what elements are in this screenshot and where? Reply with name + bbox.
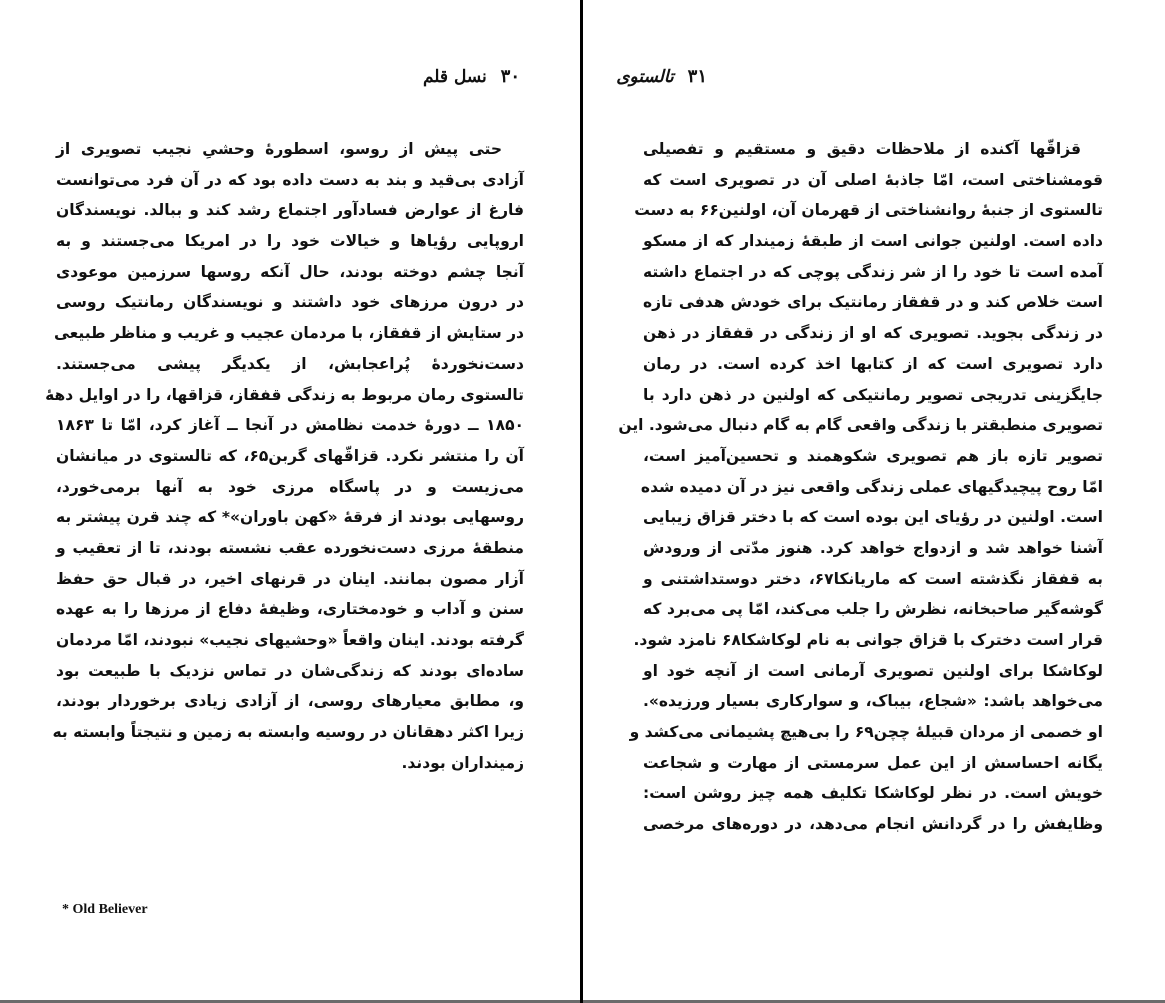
text-line: لوکاشکا برای اولنین تصویری آرمانی است از آنچه خود او: [643, 661, 1103, 680]
text-line: در ستایش از قفقاز، با مردمان عجیب و غریب و مناظر طبیعی: [53, 324, 524, 343]
text-line: و، مطابق معیارهای روسی، از آزادی زیادی برخوردار بودند،: [56, 692, 524, 711]
text-line: آن را منتشر نکرد. قزاقّهای گربن۶۵، که تالستوی در میانشان: [56, 446, 524, 465]
text-line: ساده‌ای بودند که زندگی‌شان در تماس نزدیک با طبیعت بود: [56, 661, 524, 680]
text-line: آزار مصون بمانند. اینان در قرنهای اخیر، در قبال حق حفظ: [56, 569, 524, 588]
page-body: [45, 134, 524, 778]
text-line: سنن و آداب و خودمختاری، وظیفهٔ دفاع از مرزها را به عهده: [56, 600, 524, 619]
text-line: دست‌نخورده‌ٔ پُراعجابش، از یکدیگر پیشی می‌جستند.: [56, 354, 524, 373]
text-line: گوشه‌گیر صاحبخانه، نظرش را جلب می‌کند، امّا پی می‌برد که: [643, 600, 1103, 619]
text-line: خویش است. در نظر لوکاشکا تکلیف همه چیز روشن است:: [643, 784, 1103, 803]
text-line: می‌زیست و در پاسگاه مرزی خود به آنها برمی‌خورد،: [56, 477, 524, 496]
page-header: [423, 66, 520, 87]
text-line: وظایفش را در گردانش انجام می‌دهد، در دوره‌های مرخصی: [643, 815, 1103, 834]
page-number: ۳۱: [687, 66, 707, 87]
text-line: در درون مرزهای خود داشتند و نویسندگان رمانتیک روسی: [56, 293, 524, 312]
text-line: تصویری منطبقتر با زندگی واقعی گام به گام دنبال می‌شود. این: [618, 416, 1103, 435]
page-number: ۳۰: [500, 66, 520, 87]
text-line: تالستوی از جنبهٔ روانشناختی از قهرمان آن، اولنین۶۶ به دست: [634, 201, 1103, 220]
text-line: به قفقاز نگذشته است که ماریانکا۶۷، دختر دوستداشتنی و: [643, 569, 1103, 588]
text-line: امّا روح پیچیدگیهای عملی زندگی واقعی نیز در آن دمیده شده: [640, 477, 1103, 496]
running-title: تالستوی: [616, 67, 674, 87]
text-line: آمده است تا خود را از شر زندگی پوچی که در اجتماع داشته: [643, 262, 1103, 281]
text-line: می‌خواهد باشد: «شجاع، بیباک، و سوارکاری بسیار ورزیده».: [643, 692, 1103, 711]
text-line: او خصمی از مردان قبیلهٔ چچن۶۹ را بی‌هیچ پشیمانی می‌کشد و: [629, 723, 1103, 742]
text-line: دارد تصویری است که از کتابها اخذ کرده است. در رمان: [643, 354, 1103, 373]
text-line: تالستوی رمان مربوط به زندگی قفقاز، قزاقها، را در اوایل دههٔ: [45, 385, 524, 404]
page-body: [618, 134, 1103, 840]
text-line: منطقهٔ مرزی دست‌نخورده عقب نشسته بودند، تا از تعقیب و: [56, 538, 524, 557]
footnote: * Old Believer: [62, 902, 148, 917]
text-line: داده است. اولنین جوانی است از طبقهٔ زمیندار که از مسکو: [643, 232, 1103, 251]
left-page: [0, 0, 580, 1000]
running-title: نسل قلم: [422, 67, 487, 87]
text-line: گرفته بودند. اینان واقعاً «وحشیهای نجیب» نبودند، امّا مردمان: [56, 631, 524, 649]
text-line: جایگزینی تدریجی تصویر رمانتیکی که اولنین در ذهن دارد با: [643, 385, 1103, 404]
text-line: حتی پیش از روسو، اسطورهٔ وحشیِ نجیب تصویری از: [56, 140, 502, 158]
text-line: زمینداران بودند.: [401, 753, 524, 772]
right-page: [583, 0, 1165, 1000]
text-line: قومشناختی است، امّا جاذبهٔ اصلی آن در تصویری است که: [643, 170, 1103, 189]
text-line: زیرا اکثر دهقانان در روسیه وابسته به زمین و نتیجتاً وابسته به: [52, 723, 524, 742]
text-line: یگانه احساسش از این عمل سرمستی از مهارت و شجاعت: [643, 753, 1103, 772]
text-line: است خلاص کند و در قفقاز رمانتیک برای خودش هدفی تازه: [643, 293, 1103, 312]
text-line: فارغ از عوارض فسادآور اجتماع رشد کند و ببالد. نویسندگان: [56, 201, 524, 220]
text-line: است. اولنین در رؤیای این بوده است که با دختر قزاق زیبایی: [643, 508, 1103, 527]
text-line: قرار است دخترک با قزاق جوانی به نام لوکاشکا۶۸ نامزد شود.: [633, 631, 1103, 649]
text-line: آزادی بی‌قید و بند به دست داده بود که در آن فرد می‌توانست: [56, 170, 524, 189]
text-line: ۱۸۵۰ ــ دورهٔ خدمت نظامش در آنجا ــ آغاز کرد، امّا تا ۱۸۶۳: [56, 416, 524, 435]
text-line: اروپایی رؤیاها و خیالات خود را در امریکا می‌جستند و به: [56, 232, 524, 251]
text-line: تصویر تازه باز هم تصویری شکوهمند و تحسین‌آمیز است،: [643, 446, 1103, 465]
page-header: [616, 66, 707, 87]
text-line: آشنا خواهد شد و ازدواج خواهد کرد. هنوز مدّتی از ورودش: [643, 538, 1103, 557]
text-line: روسهایی بودند از فرقهٔ «کهن باوران»* که چند قرن پیشتر به: [56, 508, 524, 527]
text-line: آنجا چشم دوخته بودند، حال آنکه روسها سرزمین موعودی: [56, 262, 524, 281]
text-line: در زندگی بجوید. تصویری که او از زندگی در قفقاز در ذهن: [643, 324, 1103, 343]
text-line: قزاقّها آکنده از ملاحظات دقیق و مستقیم و تفصیلی: [643, 140, 1081, 158]
